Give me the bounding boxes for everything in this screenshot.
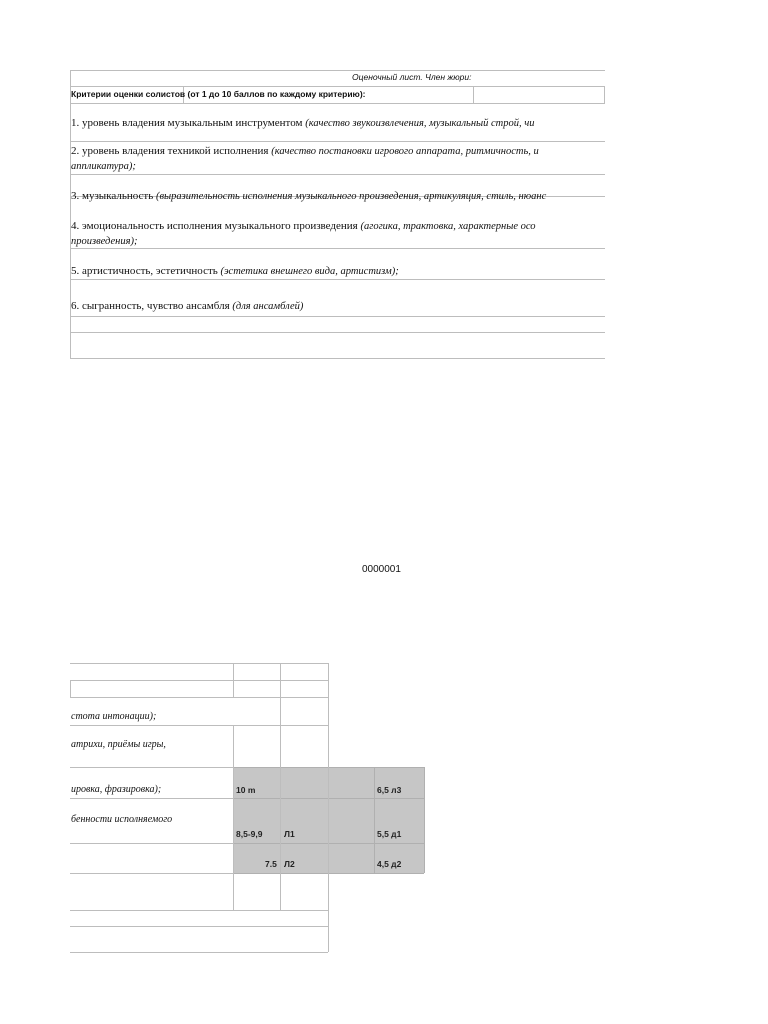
- criterion-1: 1. уровень владения музыкальным инструментом (качество звукоизвлечения, музыкальный строй, чи: [71, 117, 535, 129]
- grade-l2: Л2: [284, 859, 295, 869]
- fragment-4: бенности исполняемого: [71, 814, 173, 825]
- criterion-3: 3. музыкальность (выразительность исполнения музыкального произведения, артикуляция, стиль, нюанс: [71, 190, 547, 202]
- grade-4-5: 4,5 д2: [377, 859, 402, 869]
- fragment-3: ировка, фразировка);: [71, 784, 162, 795]
- sheet-header: Оценочный лист. Член жюри:: [352, 72, 472, 82]
- fragment-1: стота интонации);: [71, 711, 157, 722]
- grade-7-5: 7.5: [265, 859, 277, 869]
- criteria-heading: Критерии оценки солистов (от 1 до 10 баллов по каждому критерию):: [71, 89, 366, 99]
- grade-10: 10 m: [236, 785, 256, 795]
- fragment-2: атрихи, приёмы игры,: [71, 739, 166, 750]
- criterion-2: 2. уровень владения техникой исполнения (качество постановки игрового аппарата, ритмичность, и аппликатура);: [71, 145, 539, 172]
- criterion-6: 6. сыгранность, чувство ансамбля (для ансамблей): [71, 300, 304, 312]
- criterion-4: 4. эмоциональность исполнения музыкального произведения (агогика, трактовка, характерные осо произведения);: [71, 220, 536, 247]
- grade-8-5: 8,5-9,9: [236, 829, 263, 839]
- grade-5-5: 5,5 д1: [377, 829, 402, 839]
- grade-6-5: 6,5 л3: [377, 785, 402, 795]
- grade-l1: Л1: [284, 829, 295, 839]
- criterion-5: 5. артистичность, эстетичность (эстетика внешнего вида, артистизм);: [71, 265, 399, 277]
- page-code: 0000001: [362, 564, 401, 575]
